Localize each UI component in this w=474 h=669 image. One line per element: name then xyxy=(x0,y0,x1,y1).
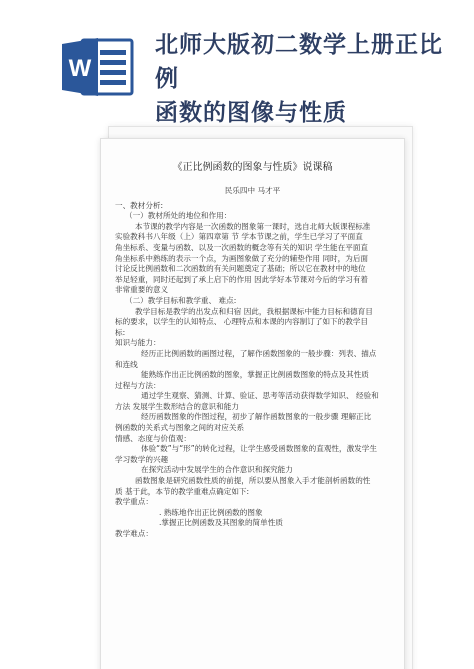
title-line-2: 函数的图像与性质 xyxy=(155,100,347,126)
document-line: 本节课的教学内容是一次函数的图象第一课时，选自北师大版课程标准 xyxy=(135,221,371,231)
word-document-icon xyxy=(60,36,134,98)
document-line: 情感、态度与价值观： xyxy=(115,433,191,443)
document-line: 标: xyxy=(115,327,126,337)
document-line: 角坐标系中熟练的表示一个点，为画图象做了充分的辅垫作用 同时，为后面 xyxy=(115,253,369,263)
document-title: 《正比例函数的图象与性质》说课稿 xyxy=(172,162,333,173)
document-lines xyxy=(115,201,390,540)
document-body xyxy=(101,139,404,540)
document-line: .掌握正比例函数及其图象的简单性质 xyxy=(159,518,283,528)
banner-header xyxy=(0,0,474,130)
document-line: 例函数的关系式与图象之间的对应关系 xyxy=(115,423,245,433)
document-line: 函数图象是研究函数性质的前提，所以要从图象入手才能剖析函数的性 xyxy=(135,476,371,486)
document-line: （一）教材所处的地位和作用： xyxy=(125,211,232,221)
document-line: 通过学生观察、猜测、计算、验证、思考等活动获得数学知识、 经验和 xyxy=(141,391,379,401)
title-line-1: 北师大版初二数学上册正比例 xyxy=(155,32,443,92)
document-author: 民乐四中 马才平 xyxy=(224,186,281,195)
document-sheet xyxy=(100,138,405,669)
document-line: 和连线 xyxy=(115,359,138,369)
document-line: 知识与能力： xyxy=(115,338,161,348)
document-line: 角坐标系、变量与函数、以及一次函数的概念等有关的知识 学生能在平面直 xyxy=(115,242,369,252)
document-line: 一、教材分析: xyxy=(115,200,164,210)
document-line: 质 基于此，本节的教学重难点确定如下: xyxy=(115,486,250,496)
document-preview xyxy=(82,118,398,669)
document-line: . 熟练地作出正比例函数的图象 xyxy=(159,507,263,517)
page-title xyxy=(155,28,455,130)
document-line: 教学目标是教学的出发点和归宿 因此，我根据课标中能力目标和德育目 xyxy=(135,306,373,316)
document-line: 过程与方法： xyxy=(115,380,161,390)
document-line: （二）教学目标和教学重、 难点: xyxy=(125,295,237,305)
document-line: 实验教科书八年级（上）第四章第 节 学本节课之前，学生已学习了平面直 xyxy=(115,232,363,242)
document-line: 标的要求，以学生的认知特点、 心理特点和本课的内容制订了如下的教学目 xyxy=(115,317,369,327)
document-line: 体验“数”与“形”的转化过程，让学生感受函数图象的直观性，激发学生 xyxy=(141,444,377,454)
document-line: 能熟练作出正比例函数的图象，掌握正比例函数图象的特点及其性质 xyxy=(141,370,369,380)
document-line: 讨论反比例函数和二次函数的有关问题奠定了基础；所以它在教材中的地位 xyxy=(115,264,366,274)
document-line: 教学难点： xyxy=(115,529,153,538)
document-line: 方法 发展学生数形结合的意识和能力 xyxy=(115,401,239,411)
document-line: 举足轻重，同时还起到了承上启下的作用 因此学好本节课对今后的学习有着 xyxy=(115,274,369,284)
document-line: 在探究活动中发展学生的合作意识和探究能力 xyxy=(141,465,293,475)
document-line: 教学重点： xyxy=(115,497,153,507)
document-line: 非常重要的意义 xyxy=(115,285,169,295)
document-line: 经历正比例函数的画图过程，了解作函数图象的一般步骤：列表、描点 xyxy=(141,348,377,358)
document-line: 学习数学的兴趣 xyxy=(115,454,169,464)
document-line: 经历函数图象的作图过程，初步了解作函数图象的一般步骤 理解正比 xyxy=(141,412,372,422)
svg-text:W: W xyxy=(68,55,92,82)
